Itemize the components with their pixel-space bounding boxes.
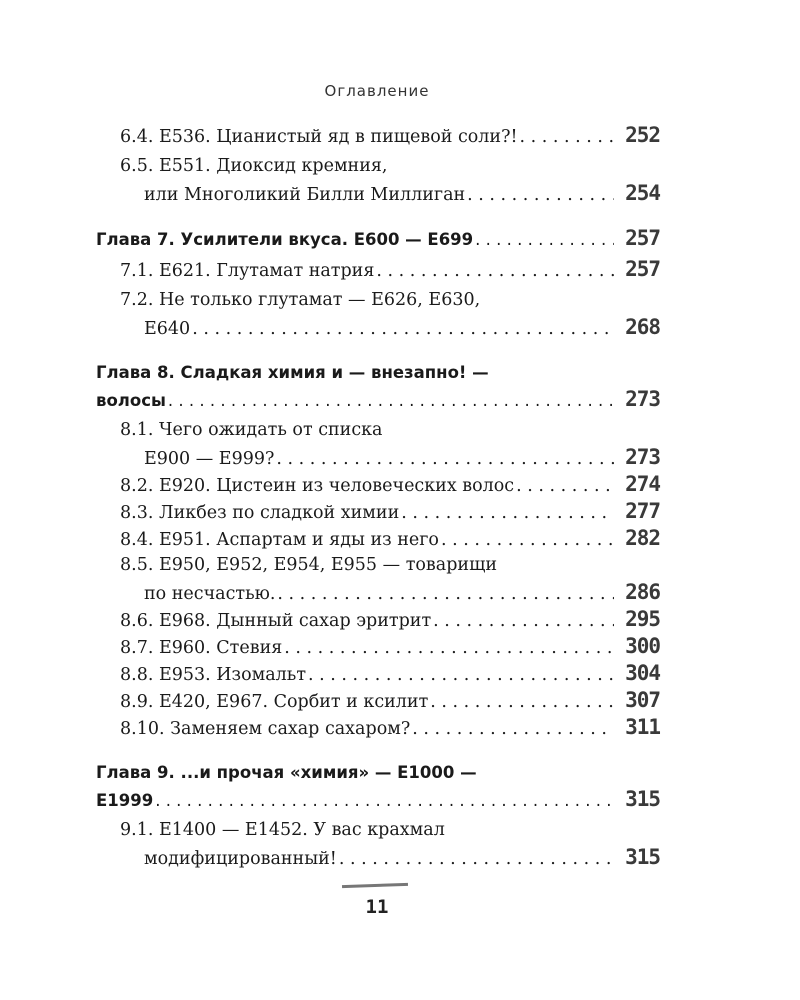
- toc-entry-9-1[interactable]: [96, 817, 660, 871]
- leader-dots: [475, 226, 614, 253]
- toc-entry-title: 6.4. E536. Цианистый яд в пищевой соли?!: [120, 127, 518, 147]
- toc-entry-8-10[interactable]: [96, 714, 660, 741]
- toc-page-number: 315: [625, 845, 660, 869]
- toc-entry-8-6[interactable]: [96, 606, 660, 633]
- toc-entry-title: 6.5. E551. Диоксид кремния,: [120, 156, 388, 176]
- leader-dots: [520, 124, 614, 151]
- toc-entry-title: 8.2. E920. Цистеин из человеческих волос: [120, 476, 515, 496]
- toc-chapter-8[interactable]: [96, 359, 660, 413]
- leader-dots: [401, 500, 614, 527]
- toc-page-number: 315: [625, 787, 660, 811]
- toc-page-number: 257: [625, 226, 660, 250]
- toc-entry-8-1[interactable]: [96, 417, 660, 471]
- toc-page-number: 307: [625, 688, 660, 712]
- toc-entry-6-5[interactable]: [96, 153, 660, 207]
- toc-page-number: 300: [625, 634, 660, 658]
- toc-entry-8-2[interactable]: [96, 471, 660, 498]
- toc-page-number: 257: [625, 257, 660, 281]
- toc-entry-title: 7.2. Не только глутамат — E626, E630,: [120, 290, 481, 310]
- toc-entry-title: 8.4. E951. Аспартам и яды из него: [120, 530, 439, 550]
- toc-chapter-title: Глава 8. Сладкая химия и — внезапно! —: [96, 363, 489, 382]
- toc-entry-title-cont: модифицированный!: [144, 849, 337, 869]
- leader-dots: [192, 316, 614, 343]
- toc-entry-title: 8.1. Чего ожидать от списка: [120, 420, 383, 440]
- toc-chapter-title: Глава 9. ...и прочая «химия» — E1000 —: [96, 763, 477, 782]
- toc-entry-title-cont: E640: [144, 319, 191, 339]
- leader-dots: [308, 662, 614, 689]
- toc-entry-title: 9.1. E1400 — E1452. У вас крахмал: [120, 820, 445, 840]
- toc-entry-7-2[interactable]: [96, 287, 660, 341]
- toc-page-number: 295: [625, 607, 660, 631]
- toc-entry-6-4[interactable]: [96, 122, 660, 149]
- toc-entry-8-9[interactable]: [96, 687, 660, 714]
- leader-dots: [467, 182, 614, 209]
- toc-page-number: 286: [625, 580, 660, 604]
- toc-entry-title: 8.10. Заменяем сахар сахаром?: [120, 719, 411, 739]
- toc-entry-title: 8.9. E420, E967. Сорбит и ксилит: [120, 692, 429, 712]
- toc-page-number: 304: [625, 661, 660, 685]
- leader-dots: [376, 258, 614, 285]
- toc-entry-title: 8.8. E953. Изомальт: [120, 665, 306, 685]
- leader-dots: [430, 689, 614, 716]
- leader-dots: [276, 446, 614, 473]
- toc-entry-8-4[interactable]: [96, 525, 660, 552]
- toc-page-number: 268: [625, 315, 660, 339]
- toc-entry-title: 8.3. Ликбез по сладкой химии: [120, 503, 400, 523]
- toc-chapter-title: Глава 7. Усилители вкуса. E600 — E699: [96, 230, 474, 249]
- leader-dots: [412, 716, 614, 743]
- leader-dots: [168, 387, 614, 414]
- toc-page-number: 282: [625, 526, 660, 550]
- leader-dots: [433, 608, 614, 635]
- toc-page-number: 252: [625, 123, 660, 147]
- toc-entry-title-cont: по несчастью.: [144, 584, 276, 604]
- toc-entry-title-cont: E900 — E999?: [144, 449, 275, 469]
- toc-page-number: 273: [625, 387, 660, 411]
- toc-page-number: 254: [625, 181, 660, 205]
- toc-entry-title-cont: или Многоликий Билли Миллиган: [144, 185, 466, 205]
- toc-page-number: 277: [625, 499, 660, 523]
- toc-entry-8-7[interactable]: [96, 633, 660, 660]
- running-head: Оглавление: [324, 82, 430, 100]
- toc-entry-title: 7.1. E621. Глутамат натрия: [120, 261, 375, 281]
- toc-entry-title: 8.7. E960. Стевия: [120, 638, 283, 658]
- toc-chapter-title-cont: волосы: [96, 391, 166, 410]
- page-number: 11: [365, 896, 389, 918]
- toc-page-number: 274: [625, 472, 660, 496]
- leader-dots: [339, 846, 614, 873]
- toc-entry-7-1[interactable]: [96, 256, 660, 283]
- toc-chapter-9[interactable]: [96, 759, 660, 813]
- toc-entry-8-8[interactable]: [96, 660, 660, 687]
- toc-entry-8-5[interactable]: [96, 552, 660, 606]
- toc-page-number: 273: [625, 445, 660, 469]
- toc-entry-title: 8.5. E950, E952, E954, E955 — товарищи: [120, 555, 497, 575]
- toc-page-number: 311: [625, 715, 660, 739]
- leader-dots: [441, 527, 614, 554]
- table-of-contents: [96, 122, 660, 871]
- toc-entry-8-3[interactable]: [96, 498, 660, 525]
- leader-dots: [516, 473, 614, 500]
- toc-chapter-title-cont: E1999: [96, 791, 154, 810]
- leader-dots: [155, 787, 614, 814]
- toc-chapter-7[interactable]: [96, 225, 660, 252]
- folio-rule: [342, 883, 408, 888]
- leader-dots: [277, 581, 614, 608]
- leader-dots: [284, 635, 614, 662]
- toc-entry-title: 8.6. E968. Дынный сахар эритрит: [120, 611, 432, 631]
